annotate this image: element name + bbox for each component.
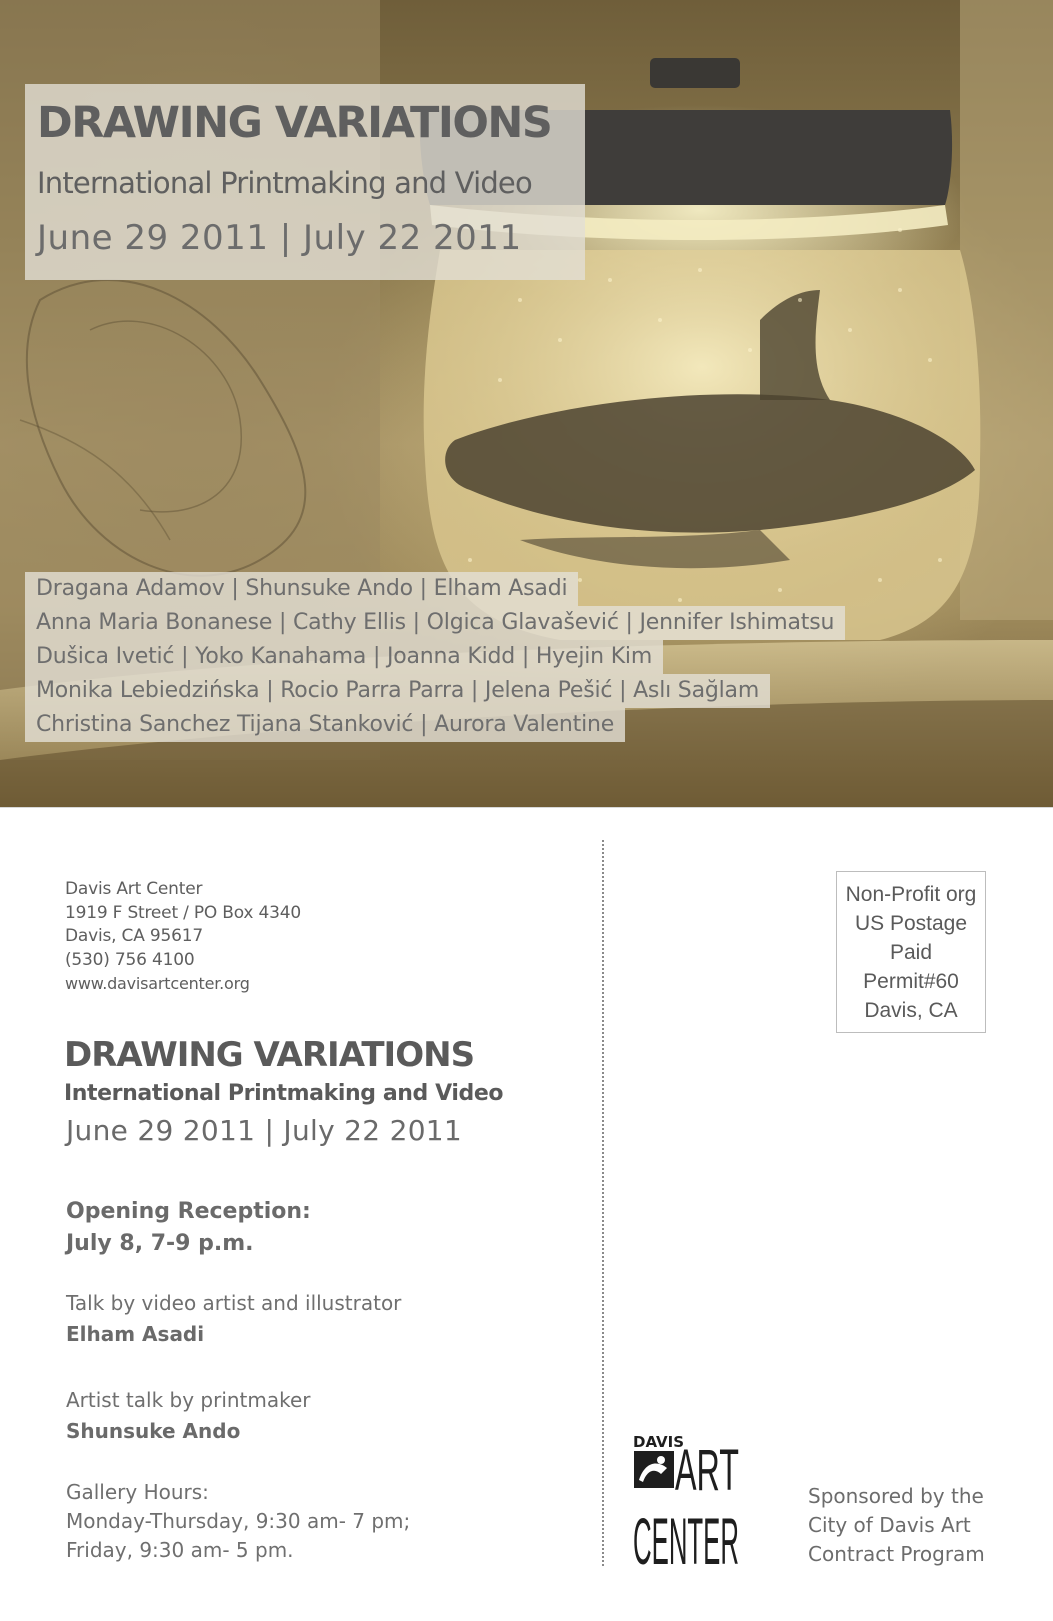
- perforation-line: [602, 840, 604, 1566]
- back-title: DRAWING VARIATIONS: [64, 1035, 475, 1075]
- reception-block: [66, 1196, 311, 1260]
- front-dates: June 29 2011 | July 22 2011: [37, 218, 522, 258]
- address-website: www.davisartcenter.org: [65, 974, 250, 993]
- sponsor-line: City of Davis Art: [808, 1513, 971, 1537]
- postcard-front: [0, 0, 1053, 807]
- talk1-name: Elham Asadi: [66, 1322, 205, 1346]
- return-address: [65, 878, 301, 996]
- postage-line: Permit#60: [863, 970, 959, 993]
- talk2-name: Shunsuke Ando: [66, 1419, 241, 1443]
- gallery-hours: [66, 1478, 410, 1565]
- talk2-label: Artist talk by printmaker: [66, 1388, 311, 1412]
- artist-line: Anna Maria Bonanese | Cathy Ellis | Olgica Glavašević | Jennifer Ishimatsu: [25, 606, 845, 640]
- front-subtitle: International Printmaking and Video: [37, 166, 532, 200]
- postage-indicia: [836, 871, 986, 1033]
- davis-art-center-logo: [633, 1432, 743, 1572]
- postage-line: Davis, CA: [864, 999, 958, 1022]
- back-dates: June 29 2011 | July 22 2011: [66, 1114, 463, 1147]
- talk-block-2: [66, 1385, 311, 1447]
- hours-weekdays: Monday-Thursday, 9:30 am- 7 pm;: [66, 1509, 411, 1533]
- front-title: DRAWING VARIATIONS: [37, 98, 552, 148]
- artist-line: Dragana Adamov | Shunsuke Ando | Elham Asadi: [25, 572, 578, 606]
- logo-word-center: CENTER: [633, 1504, 739, 1572]
- logo-word-art: ART: [675, 1438, 739, 1503]
- hours-friday: Friday, 9:30 am- 5 pm.: [66, 1538, 294, 1562]
- back-subtitle: International Printmaking and Video: [64, 1081, 504, 1106]
- talk1-label: Talk by video artist and illustrator: [66, 1291, 402, 1315]
- address-phone: (530) 756 4100: [65, 949, 195, 970]
- postage-line: US Postage: [854, 912, 968, 935]
- artist-line: Monika Lebiedzińska | Rocio Parra Parra | Jelena Pešić | Aslı Sağlam: [25, 674, 770, 708]
- artist-line: Christina Sanchez Tijana Stanković | Aurora Valentine: [25, 708, 625, 742]
- postage-line: Non-Profit org: [845, 883, 977, 906]
- talk-block-1: [66, 1288, 401, 1350]
- sponsor-credit: [808, 1482, 985, 1569]
- postage-line: Paid: [889, 941, 933, 964]
- address-name: Davis Art Center: [65, 879, 203, 899]
- logo-small-text: DAVIS: [633, 1433, 685, 1451]
- sponsor-line: Contract Program: [808, 1542, 985, 1566]
- reception-time: July 8, 7-9 p.m.: [66, 1231, 254, 1256]
- card-divider: [0, 807, 1053, 808]
- address-city: Davis, CA 95617: [65, 926, 203, 946]
- artist-line: Dušica Ivetić | Yoko Kanahama | Joanna Kidd | Hyejin Kim: [25, 640, 663, 674]
- address-street: 1919 F Street / PO Box 4340: [65, 902, 301, 923]
- reception-heading: Opening Reception:: [66, 1199, 311, 1224]
- sponsor-line: Sponsored by the: [808, 1484, 984, 1508]
- hours-label: Gallery Hours:: [66, 1480, 209, 1504]
